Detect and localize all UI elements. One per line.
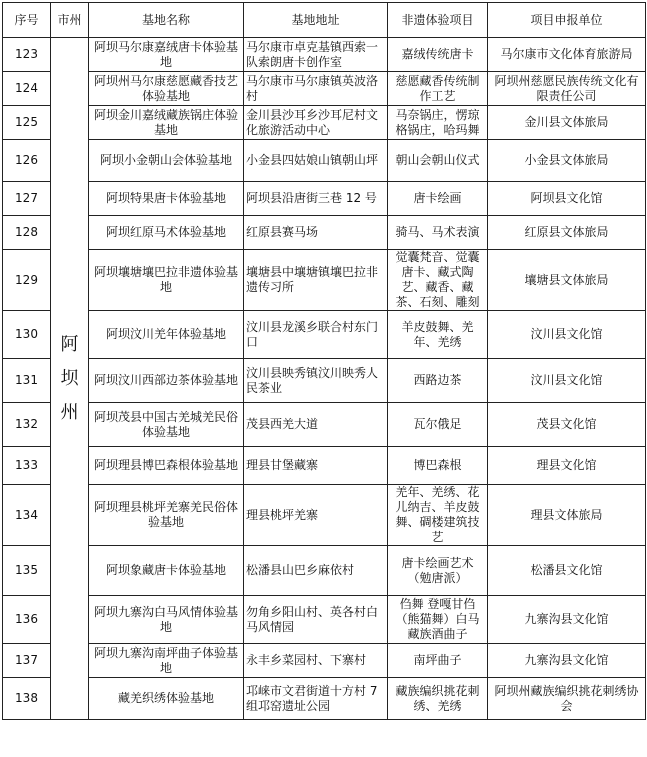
row-no: 136 bbox=[3, 596, 51, 644]
declaring-unit: 汶川县文化馆 bbox=[488, 311, 646, 359]
header-site-name: 基地名称 bbox=[89, 3, 244, 38]
heritage-project: 觉囊梵音、觉囊唐卡、藏式陶艺、藏香、藏茶、石刻、雕刻 bbox=[388, 250, 488, 311]
row-no: 127 bbox=[3, 182, 51, 216]
declaring-unit: 小金县文体旅局 bbox=[488, 140, 646, 182]
site-address: 汶川县龙溪乡联合村东门口 bbox=[244, 311, 388, 359]
table-row bbox=[3, 106, 646, 140]
row-no: 130 bbox=[3, 311, 51, 359]
city-cell bbox=[51, 38, 89, 720]
site-name: 阿坝州马尔康慈愿藏香技艺体验基地 bbox=[89, 72, 244, 106]
heritage-project: 西路边茶 bbox=[388, 359, 488, 403]
row-no: 134 bbox=[3, 485, 51, 546]
table-row bbox=[3, 678, 646, 720]
row-no: 138 bbox=[3, 678, 51, 720]
site-address: 理县桃坪羌寨 bbox=[244, 485, 388, 546]
heritage-project: 马奈锅庄，愣琼格锅庄，哈玛舞 bbox=[388, 106, 488, 140]
table-row bbox=[3, 38, 646, 72]
declaring-unit: 阿坝县文化馆 bbox=[488, 182, 646, 216]
site-name: 阿坝汶川西部边茶体验基地 bbox=[89, 359, 244, 403]
heritage-project: 慈愿藏香传统制作工艺 bbox=[388, 72, 488, 106]
city-char: 坝 bbox=[60, 367, 79, 389]
row-no: 133 bbox=[3, 447, 51, 485]
declaring-unit: 马尔康市文化体育旅游局 bbox=[488, 38, 646, 72]
site-address: 阿坝县沿唐街三巷 12 号 bbox=[244, 182, 388, 216]
declaring-unit: 金川县文体旅局 bbox=[488, 106, 646, 140]
site-address: 邛崃市文君街道十方村 7 组邛窑遗址公园 bbox=[244, 678, 388, 720]
declaring-unit: 九寨沟县文化馆 bbox=[488, 596, 646, 644]
row-no: 125 bbox=[3, 106, 51, 140]
site-address: 汶川县映秀镇汶川映秀人民茶业 bbox=[244, 359, 388, 403]
site-address: 理县甘堡藏寨 bbox=[244, 447, 388, 485]
header-project: 非遗体验项目 bbox=[388, 3, 488, 38]
declaring-unit: 九寨沟县文化馆 bbox=[488, 644, 646, 678]
header-site-address: 基地地址 bbox=[244, 3, 388, 38]
table-row bbox=[3, 140, 646, 182]
row-no: 131 bbox=[3, 359, 51, 403]
site-address: 金川县沙耳乡沙耳尼村文化旅游活动中心 bbox=[244, 106, 388, 140]
heritage-sites-table bbox=[2, 2, 646, 720]
site-address: 茂县西羌大道 bbox=[244, 403, 388, 447]
site-name: 阿坝汶川羌年体验基地 bbox=[89, 311, 244, 359]
site-address: 小金县四姑娘山镇朝山坪 bbox=[244, 140, 388, 182]
table-row bbox=[3, 546, 646, 596]
heritage-project: 瓦尔俄足 bbox=[388, 403, 488, 447]
table-row bbox=[3, 447, 646, 485]
row-no: 124 bbox=[3, 72, 51, 106]
declaring-unit: 阿坝州慈愿民族传统文化有限责任公司 bbox=[488, 72, 646, 106]
row-no: 132 bbox=[3, 403, 51, 447]
site-address: 勿角乡阳山村、英各村白马风情园 bbox=[244, 596, 388, 644]
heritage-project: 唐卡绘画 bbox=[388, 182, 488, 216]
header-unit: 项目申报单位 bbox=[488, 3, 646, 38]
heritage-project: 朝山会朝山仪式 bbox=[388, 140, 488, 182]
table-row bbox=[3, 403, 646, 447]
city-char: 州 bbox=[60, 401, 79, 423]
site-name: 阿坝象藏唐卡体验基地 bbox=[89, 546, 244, 596]
site-name: 藏羌织绣体验基地 bbox=[89, 678, 244, 720]
site-name: 阿坝马尔康嘉绒唐卡体验基地 bbox=[89, 38, 244, 72]
heritage-project: 唐卡绘画艺术（勉唐派） bbox=[388, 546, 488, 596]
site-address: 马尔康市马尔康镇英波洛村 bbox=[244, 72, 388, 106]
table-row bbox=[3, 596, 646, 644]
site-name: 阿坝理县博巴森根体验基地 bbox=[89, 447, 244, 485]
header-city: 市州 bbox=[51, 3, 89, 38]
table-row bbox=[3, 216, 646, 250]
site-name: 阿坝理县桃坪羌寨羌民俗体验基地 bbox=[89, 485, 244, 546]
heritage-project: 羌年、羌绣、花儿纳吉、羊皮鼓舞、碉楼建筑技艺 bbox=[388, 485, 488, 546]
table-row bbox=[3, 182, 646, 216]
heritage-project: 藏族编织挑花刺绣、羌绣 bbox=[388, 678, 488, 720]
table-row bbox=[3, 644, 646, 678]
table-row bbox=[3, 250, 646, 311]
site-address: 壤塘县中壤塘镇壤巴拉非遗传习所 bbox=[244, 250, 388, 311]
site-address: 永丰乡菜园村、下寨村 bbox=[244, 644, 388, 678]
declaring-unit: 茂县文化馆 bbox=[488, 403, 646, 447]
heritage-project: 骑马、马术表演 bbox=[388, 216, 488, 250]
declaring-unit: 松潘县文化馆 bbox=[488, 546, 646, 596]
declaring-unit: 壤塘县文体旅局 bbox=[488, 250, 646, 311]
table-row bbox=[3, 359, 646, 403]
row-no: 123 bbox=[3, 38, 51, 72]
declaring-unit: 理县文体旅局 bbox=[488, 485, 646, 546]
table-row bbox=[3, 311, 646, 359]
site-name: 阿坝九寨沟南坪曲子体验基地 bbox=[89, 644, 244, 678]
header-row bbox=[3, 3, 646, 38]
site-name: 阿坝茂县中国古羌城羌民俗体验基地 bbox=[89, 403, 244, 447]
city-char: 阿 bbox=[60, 333, 79, 355]
declaring-unit: 阿坝州藏族编织挑花刺绣协会 bbox=[488, 678, 646, 720]
table-row bbox=[3, 485, 646, 546]
site-name: 阿坝金川嘉绒藏族锅庄体验基地 bbox=[89, 106, 244, 140]
row-no: 126 bbox=[3, 140, 51, 182]
heritage-project: 博巴森根 bbox=[388, 447, 488, 485]
site-address: 松潘县山巴乡麻依村 bbox=[244, 546, 388, 596]
row-no: 128 bbox=[3, 216, 51, 250]
site-address: 红原县赛马场 bbox=[244, 216, 388, 250]
declaring-unit: 红原县文体旅局 bbox=[488, 216, 646, 250]
heritage-project: 嘉绒传统唐卡 bbox=[388, 38, 488, 72]
table-row bbox=[3, 72, 646, 106]
heritage-project: 南坪曲子 bbox=[388, 644, 488, 678]
heritage-project: 㑇舞 登嘎甘㑇（熊猫舞）白马藏族酒曲子 bbox=[388, 596, 488, 644]
site-name: 阿坝小金朝山会体验基地 bbox=[89, 140, 244, 182]
row-no: 135 bbox=[3, 546, 51, 596]
declaring-unit: 汶川县文化馆 bbox=[488, 359, 646, 403]
site-name: 阿坝九寨沟白马风情体验基地 bbox=[89, 596, 244, 644]
site-name: 阿坝特果唐卡体验基地 bbox=[89, 182, 244, 216]
site-name: 阿坝红原马术体验基地 bbox=[89, 216, 244, 250]
header-no: 序号 bbox=[3, 3, 51, 38]
declaring-unit: 理县文化馆 bbox=[488, 447, 646, 485]
row-no: 137 bbox=[3, 644, 51, 678]
heritage-project: 羊皮鼓舞、羌年、羌绣 bbox=[388, 311, 488, 359]
site-address: 马尔康市卓克基镇西索一队索朗唐卡创作室 bbox=[244, 38, 388, 72]
row-no: 129 bbox=[3, 250, 51, 311]
site-name: 阿坝壤塘壤巴拉非遗体验基地 bbox=[89, 250, 244, 311]
